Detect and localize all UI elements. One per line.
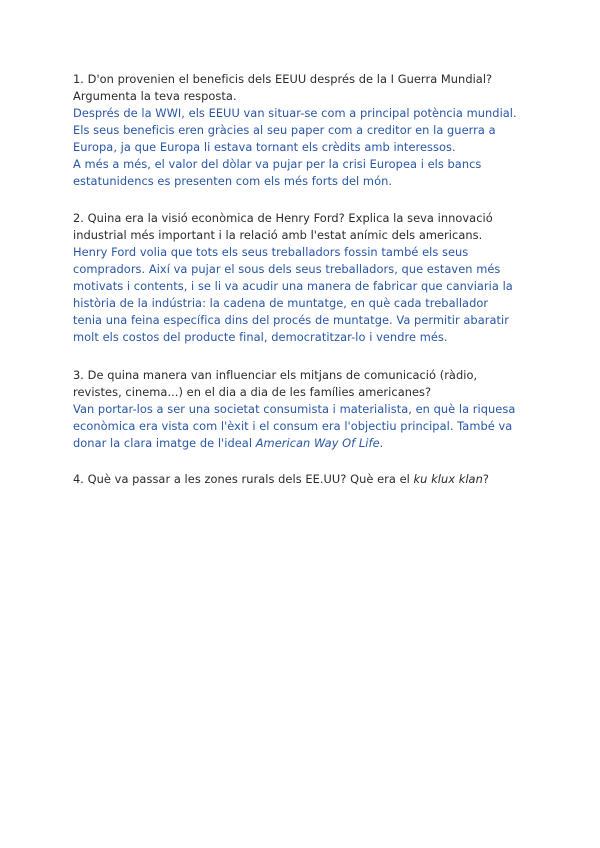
answer-2-line-6: molt els costos del producte final, democratitzar-lo i vendre més. (73, 330, 448, 344)
answer-2-line-5: tenia una feina específica dins del procés de muntatge. Va permitir abaratir (73, 313, 509, 327)
question-4-prefix: 4. Què va passar a les zones rurals dels EE.UU? Què era el (73, 472, 414, 486)
american-way-of-life-phrase: American Way Of Life (255, 436, 380, 450)
question-1-line-2: Argumenta la teva resposta. (73, 89, 237, 103)
answer-3-line-3-suffix: . (379, 436, 384, 450)
question-1-line-1: 1. D'on provenien el beneficis dels EEUU després de la I Guerra Mundial? (73, 72, 493, 86)
answer-2-line-1: Henry Ford volia que tots els seus treballadors fossin també els seus (73, 245, 469, 259)
question-4-suffix: ? (482, 472, 489, 486)
question-3-block (73, 367, 543, 452)
question-3-line-2: revistes, cinema...) en el dia a dia de les famílies americanes? (73, 385, 432, 399)
question-2-line-2: industrial més important i la relació amb l'estat anímic dels americans. (73, 228, 483, 242)
answer-3-line-2: econòmica era vista com l'èxit i el consum era l'objectiu principal. També va (73, 419, 513, 433)
answer-3-line-1: Van portar-los a ser una societat consumista i materialista, en què la riquesa (73, 402, 516, 416)
answer-1-line-4: A més a més, el valor del dòlar va pujar per la crisi Europea i els bancs (73, 157, 482, 171)
answer-2-line-3: motivats i contents, i se li va acudir una manera de fabricar que canviaria la (73, 279, 513, 293)
question-3-line-1: 3. De quina manera van influenciar els mitjans de comunicació (ràdio, (73, 368, 478, 382)
answer-3-line-3-prefix: donar la clara imatge de l'ideal (73, 436, 256, 450)
answer-1-line-2: Els seus beneficis eren gràcies al seu paper com a creditor en la guerra a (73, 123, 496, 137)
question-4-block (73, 471, 543, 488)
answer-1-line-3: Europa, ja que Europa li estava tornant els crèdits amb interessos. (73, 140, 456, 154)
question-2-line-1: 2. Quina era la visió econòmica de Henry Ford? Explica la seva innovació (73, 211, 493, 225)
answer-1-line-5: estatunidencs es presenten com els més forts del món. (73, 174, 393, 188)
question-4-line-1 (73, 471, 543, 488)
question-2-block (73, 210, 543, 346)
answer-3-line-3 (73, 435, 543, 452)
answer-1-line-1: Després de la WWI, els EEUU van situar-se com a principal potència mundial. (73, 106, 517, 120)
ku-klux-klan-phrase: ku klux klan (413, 472, 483, 486)
question-1-block (73, 71, 543, 190)
answer-2-line-2: compradors. Així va pujar el sous dels seus treballadors, que estaven més (73, 262, 501, 276)
answer-2-line-4: història de la indústria: la cadena de muntatge, en què cada treballador (73, 296, 489, 310)
